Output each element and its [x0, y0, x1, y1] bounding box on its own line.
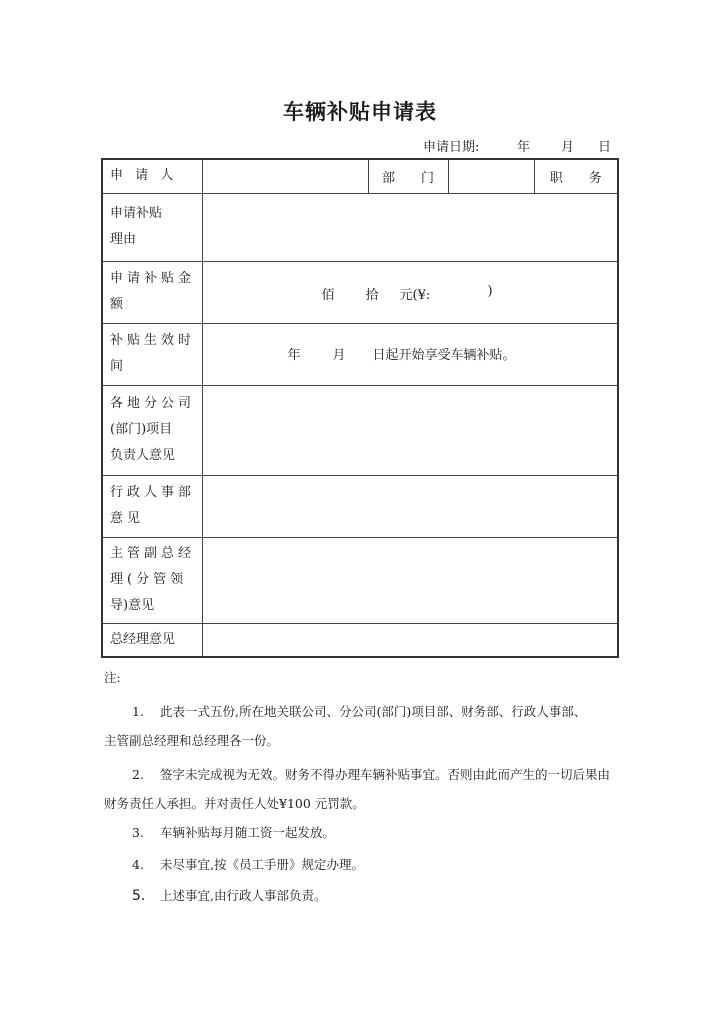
note-item-3	[104, 818, 616, 847]
vp-opinion-field[interactable]	[202, 537, 618, 623]
amount-label	[102, 261, 202, 323]
department-label: 部 门	[368, 159, 448, 193]
effective-month: 月	[332, 347, 346, 363]
amount-field[interactable]	[202, 261, 618, 323]
note-item-4	[104, 850, 616, 879]
note-1-line1: 此表一式五份,所在地关联公司、分公司(部门)项目部、财务部、行政人事部、	[160, 704, 587, 719]
note-5-number: 5.	[132, 888, 146, 904]
row-effective	[102, 323, 618, 385]
reason-label	[102, 193, 202, 261]
branch-opinion-label	[102, 385, 202, 475]
effective-label	[102, 323, 202, 385]
applicant-field[interactable]	[202, 159, 368, 193]
note-4-number: 4.	[132, 857, 144, 872]
note-4-line1: 未尽事宜,按《员工手册》规定办理。	[160, 857, 364, 872]
vp-opinion-label	[102, 537, 202, 623]
date-month: 月	[561, 140, 575, 155]
note-2-line1: 签字未完成视为无效。财务不得办理车辆补贴事宜。否则由此而产生的一切后果由	[160, 767, 611, 782]
reason-field[interactable]	[202, 193, 618, 261]
amount-close: )	[487, 283, 493, 299]
note-3-line1: 车辆补贴每月随工资一起发放。	[160, 825, 336, 840]
note-2-line2: 财务责任人承担。并对责任人处¥100 元罚款。	[104, 796, 365, 811]
amount-yuan: 元(¥:	[399, 287, 431, 303]
department-field[interactable]	[448, 159, 534, 193]
applicant-label: 申 请 人	[102, 159, 202, 193]
gm-opinion-field[interactable]	[202, 623, 618, 657]
branch-label-line1: 各地分公司	[110, 396, 196, 411]
note-2-number: 2.	[132, 767, 144, 782]
row-vp-opinion	[102, 537, 618, 623]
amount-label-line2: 额	[110, 297, 128, 312]
note-item-2	[104, 760, 616, 818]
effective-text: 日起开始享受车辆补贴。	[372, 347, 516, 363]
hr-label-line2: 意见	[110, 511, 145, 526]
branch-opinion-field[interactable]	[202, 385, 618, 475]
date-label: 申请日期:	[423, 140, 480, 155]
position-label: 职 务	[534, 159, 618, 193]
row-applicant	[102, 159, 618, 193]
hr-label-line1: 行政人事部	[110, 485, 196, 500]
subsidy-form-table	[101, 158, 619, 658]
effective-label-line2: 间	[110, 359, 128, 374]
branch-label-line2: (部门)项目	[110, 422, 173, 437]
amount-shi: 拾	[365, 287, 379, 303]
note-1-number: 1.	[132, 704, 144, 719]
reason-label-line1: 申请补贴	[110, 206, 163, 221]
notes-header: 注:	[104, 670, 121, 685]
amount-label-line1: 申请补贴金	[110, 271, 196, 286]
effective-year: 年	[287, 347, 301, 363]
form-title: 车辆补贴申请表	[283, 100, 437, 124]
date-year: 年	[517, 140, 531, 155]
vp-label-line1: 主管副总经	[110, 546, 196, 561]
amount-bai: 佰	[321, 287, 335, 303]
note-5-line1: 上述事宜,由行政人事部负责。	[160, 888, 327, 903]
note-1-line2: 主管副总经理和总经理各一份。	[104, 733, 280, 748]
gm-opinion-label: 总经理意见	[102, 623, 202, 657]
reason-label-line2: 理由	[110, 232, 137, 247]
date-day: 日	[598, 140, 612, 155]
effective-field[interactable]	[202, 323, 618, 385]
branch-label-line3: 负责人意见	[110, 448, 176, 463]
note-item-5	[104, 881, 616, 911]
row-hr-opinion	[102, 475, 618, 537]
vp-label-line2: 理(分管领	[110, 572, 188, 587]
hr-opinion-label	[102, 475, 202, 537]
row-branch-opinion	[102, 385, 618, 475]
row-gm-opinion	[102, 623, 618, 657]
note-item-1	[104, 697, 616, 755]
row-reason	[102, 193, 618, 261]
effective-label-line1: 补贴生效时	[110, 333, 196, 348]
application-date-line	[0, 136, 720, 156]
hr-opinion-field[interactable]	[202, 475, 618, 537]
note-3-number: 3.	[132, 825, 144, 840]
vp-label-line3: 导)意见	[110, 598, 155, 613]
row-amount	[102, 261, 618, 323]
